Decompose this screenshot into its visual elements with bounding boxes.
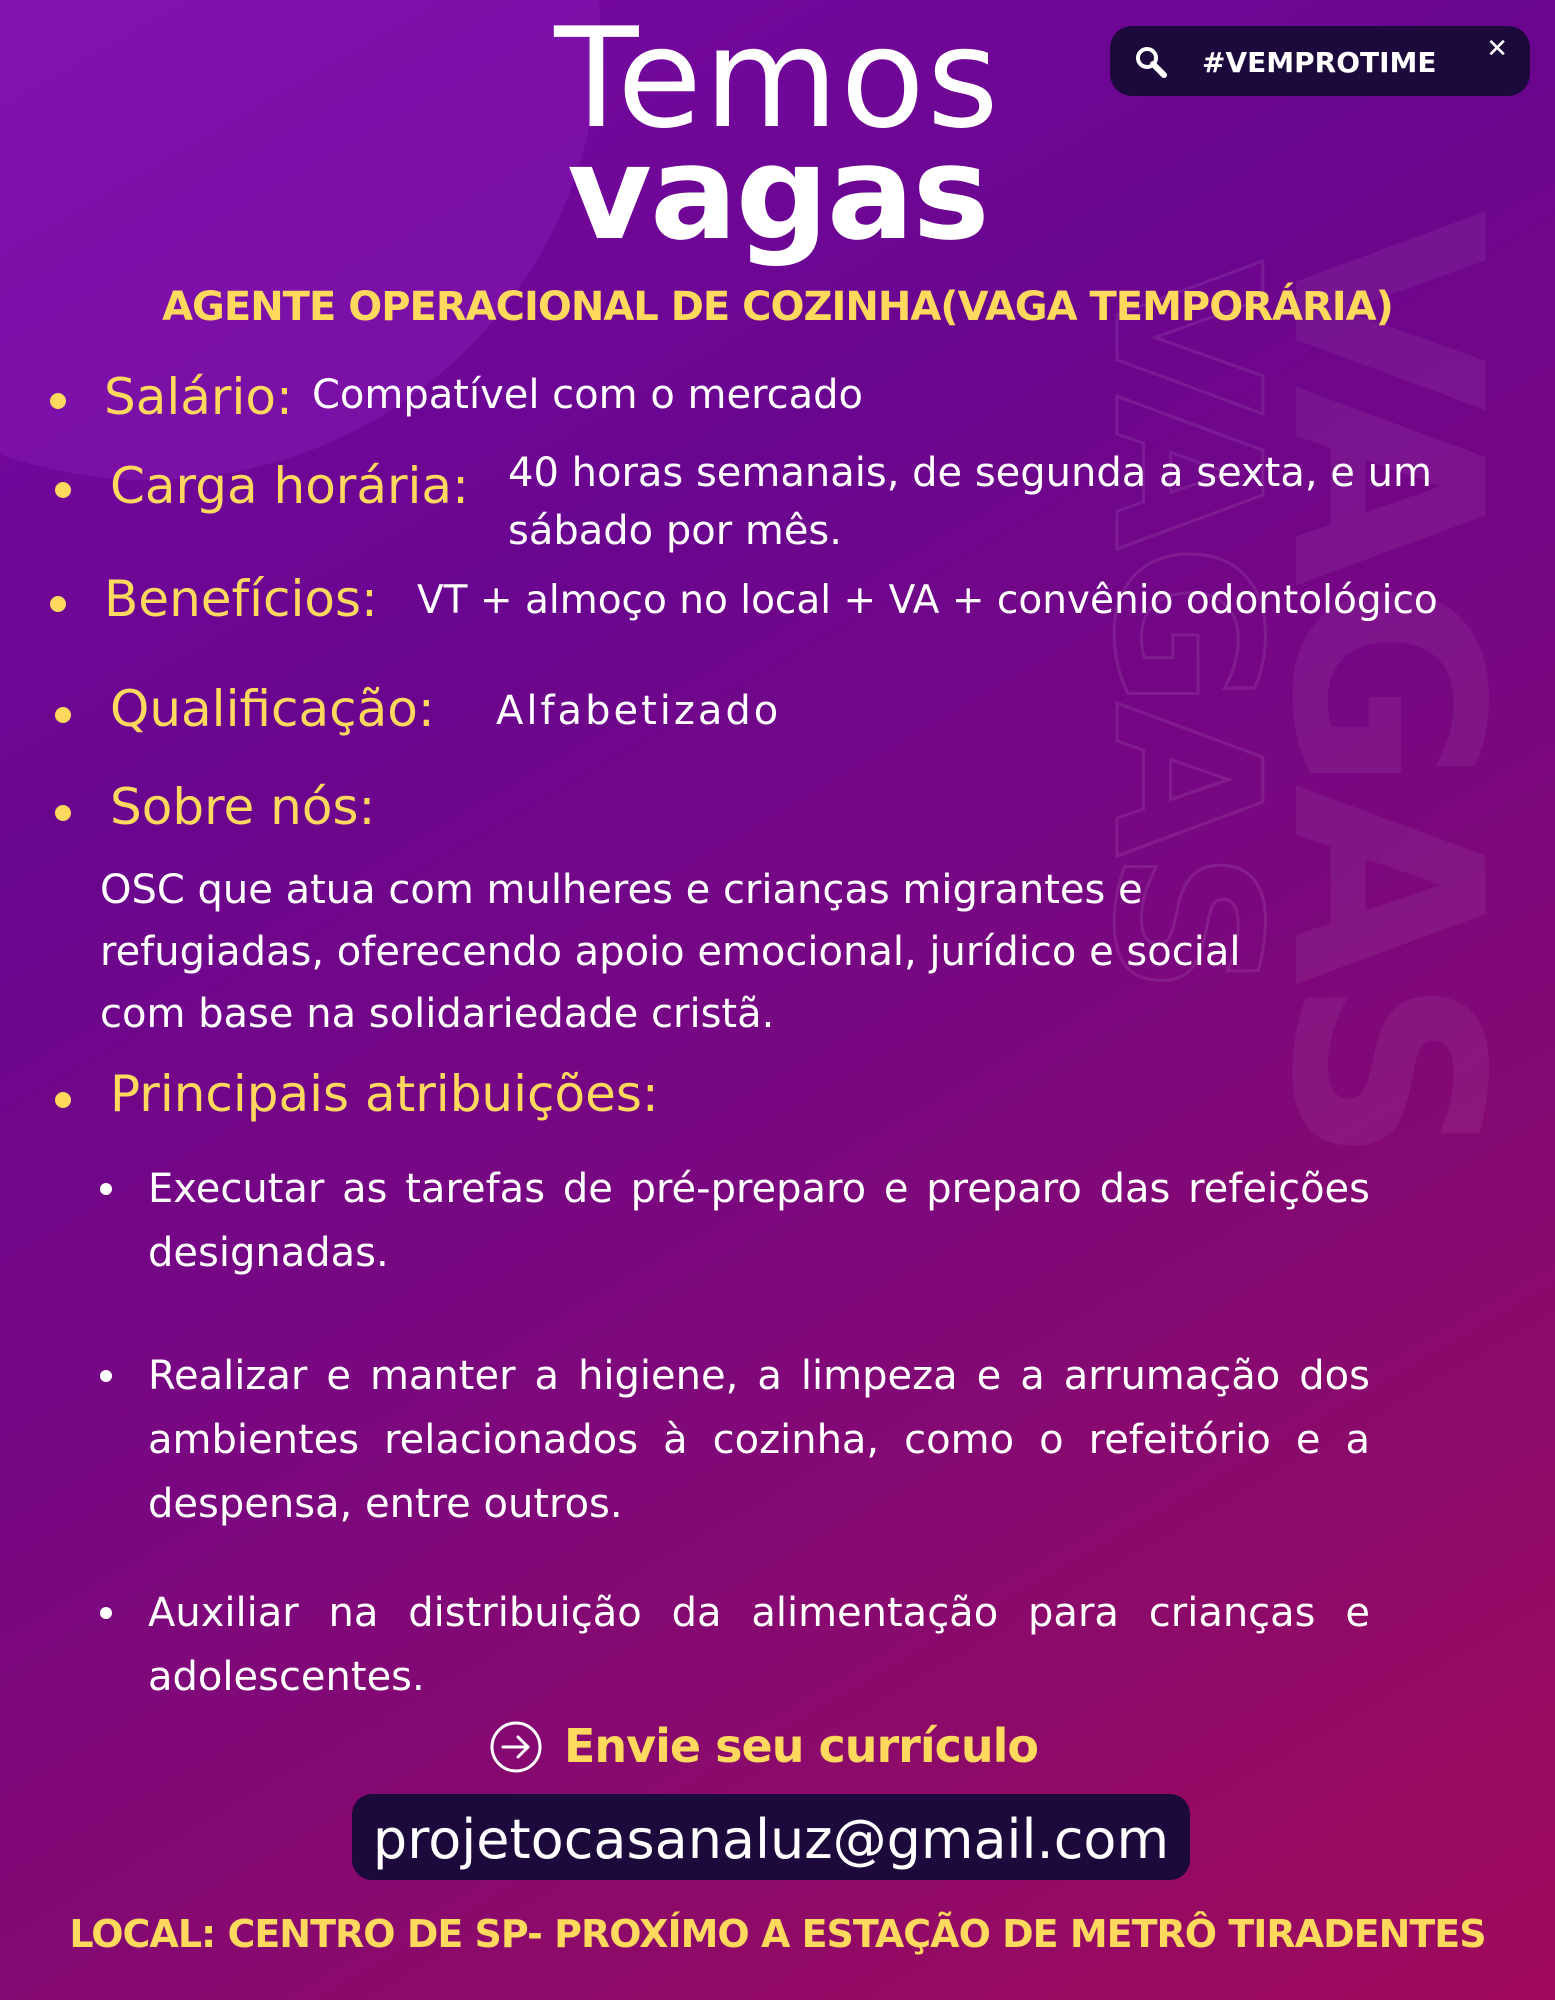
- watermark-text: VAGAS: [1234, 210, 1536, 1157]
- list-bullet-icon: [100, 1370, 112, 1382]
- atribuicao-item: Executar as tarefas de pré-preparo e preparo das refeições designadas.: [148, 1166, 1370, 1276]
- salario-label: Salário:: [104, 368, 293, 426]
- qualificacao-value: Alfabetizado: [496, 688, 782, 734]
- email-box[interactable]: [352, 1794, 1190, 1880]
- list-bullet-icon: [100, 1183, 112, 1195]
- sobre-text-line1: OSC que atua com mulheres e crianças migrantes e: [100, 867, 1143, 913]
- atribuicoes-label: Principais atribuições:: [110, 1065, 659, 1123]
- sobre-text-line3: com base na solidariedade cristã.: [100, 991, 775, 1037]
- bullet-icon: [55, 707, 71, 723]
- carga-value-line2: sábado por mês.: [508, 508, 842, 554]
- location-text: LOCAL: CENTRO DE SP- PROXÍMO A ESTAÇÃO DE METRÔ TIRADENTES: [69, 1912, 1486, 1956]
- carga-label: Carga horária:: [110, 457, 469, 515]
- close-icon: ✕: [1486, 34, 1508, 64]
- bullet-icon: [50, 393, 66, 409]
- atribuicao-item: Realizar e manter a higiene, a limpeza e a arrumação dos ambientes relacionados à cozinha, como o refeitório e a despensa, entre outros.: [148, 1353, 1370, 1527]
- beneficios-label: Benefícios:: [104, 570, 378, 628]
- watermark-outline-text: VAGAS: [1069, 260, 1302, 989]
- cta-text: Envie seu currículo: [564, 1719, 1039, 1773]
- beneficios-value: VT + almoço no local + VA + convênio odontológico: [417, 578, 1438, 623]
- bullet-icon: [55, 805, 71, 821]
- qualificacao-label: Qualificação:: [110, 680, 435, 738]
- atribuicao-item: Auxiliar na distribuição da alimentação para crianças e adolescentes.: [148, 1590, 1370, 1700]
- search-icon: [1132, 43, 1172, 83]
- bullet-icon: [50, 596, 66, 612]
- headline-line1: Temos: [554, 0, 1001, 159]
- email-link[interactable]: projetocasanaluz@gmail.com: [372, 1808, 1170, 1871]
- headline-line2: vagas: [567, 117, 988, 269]
- list-bullet-icon: [100, 1607, 112, 1619]
- hashtag-search-bar: [1110, 26, 1530, 96]
- carga-value-line1: 40 horas semanais, de segunda a sexta, e um: [508, 450, 1432, 496]
- hashtag-text: #VEMPROTIME: [1202, 46, 1437, 79]
- sobre-label: Sobre nós:: [110, 778, 376, 836]
- sobre-text-line2: refugiadas, oferecendo apoio emocional, jurídico e social: [100, 929, 1241, 975]
- job-title: AGENTE OPERACIONAL DE COZINHA(VAGA TEMPORÁRIA): [162, 284, 1393, 330]
- bullet-icon: [55, 482, 71, 498]
- bullet-icon: [55, 1092, 71, 1108]
- salario-value: Compatível com o mercado: [312, 372, 864, 418]
- arrow-right-circle-icon: [488, 1719, 544, 1775]
